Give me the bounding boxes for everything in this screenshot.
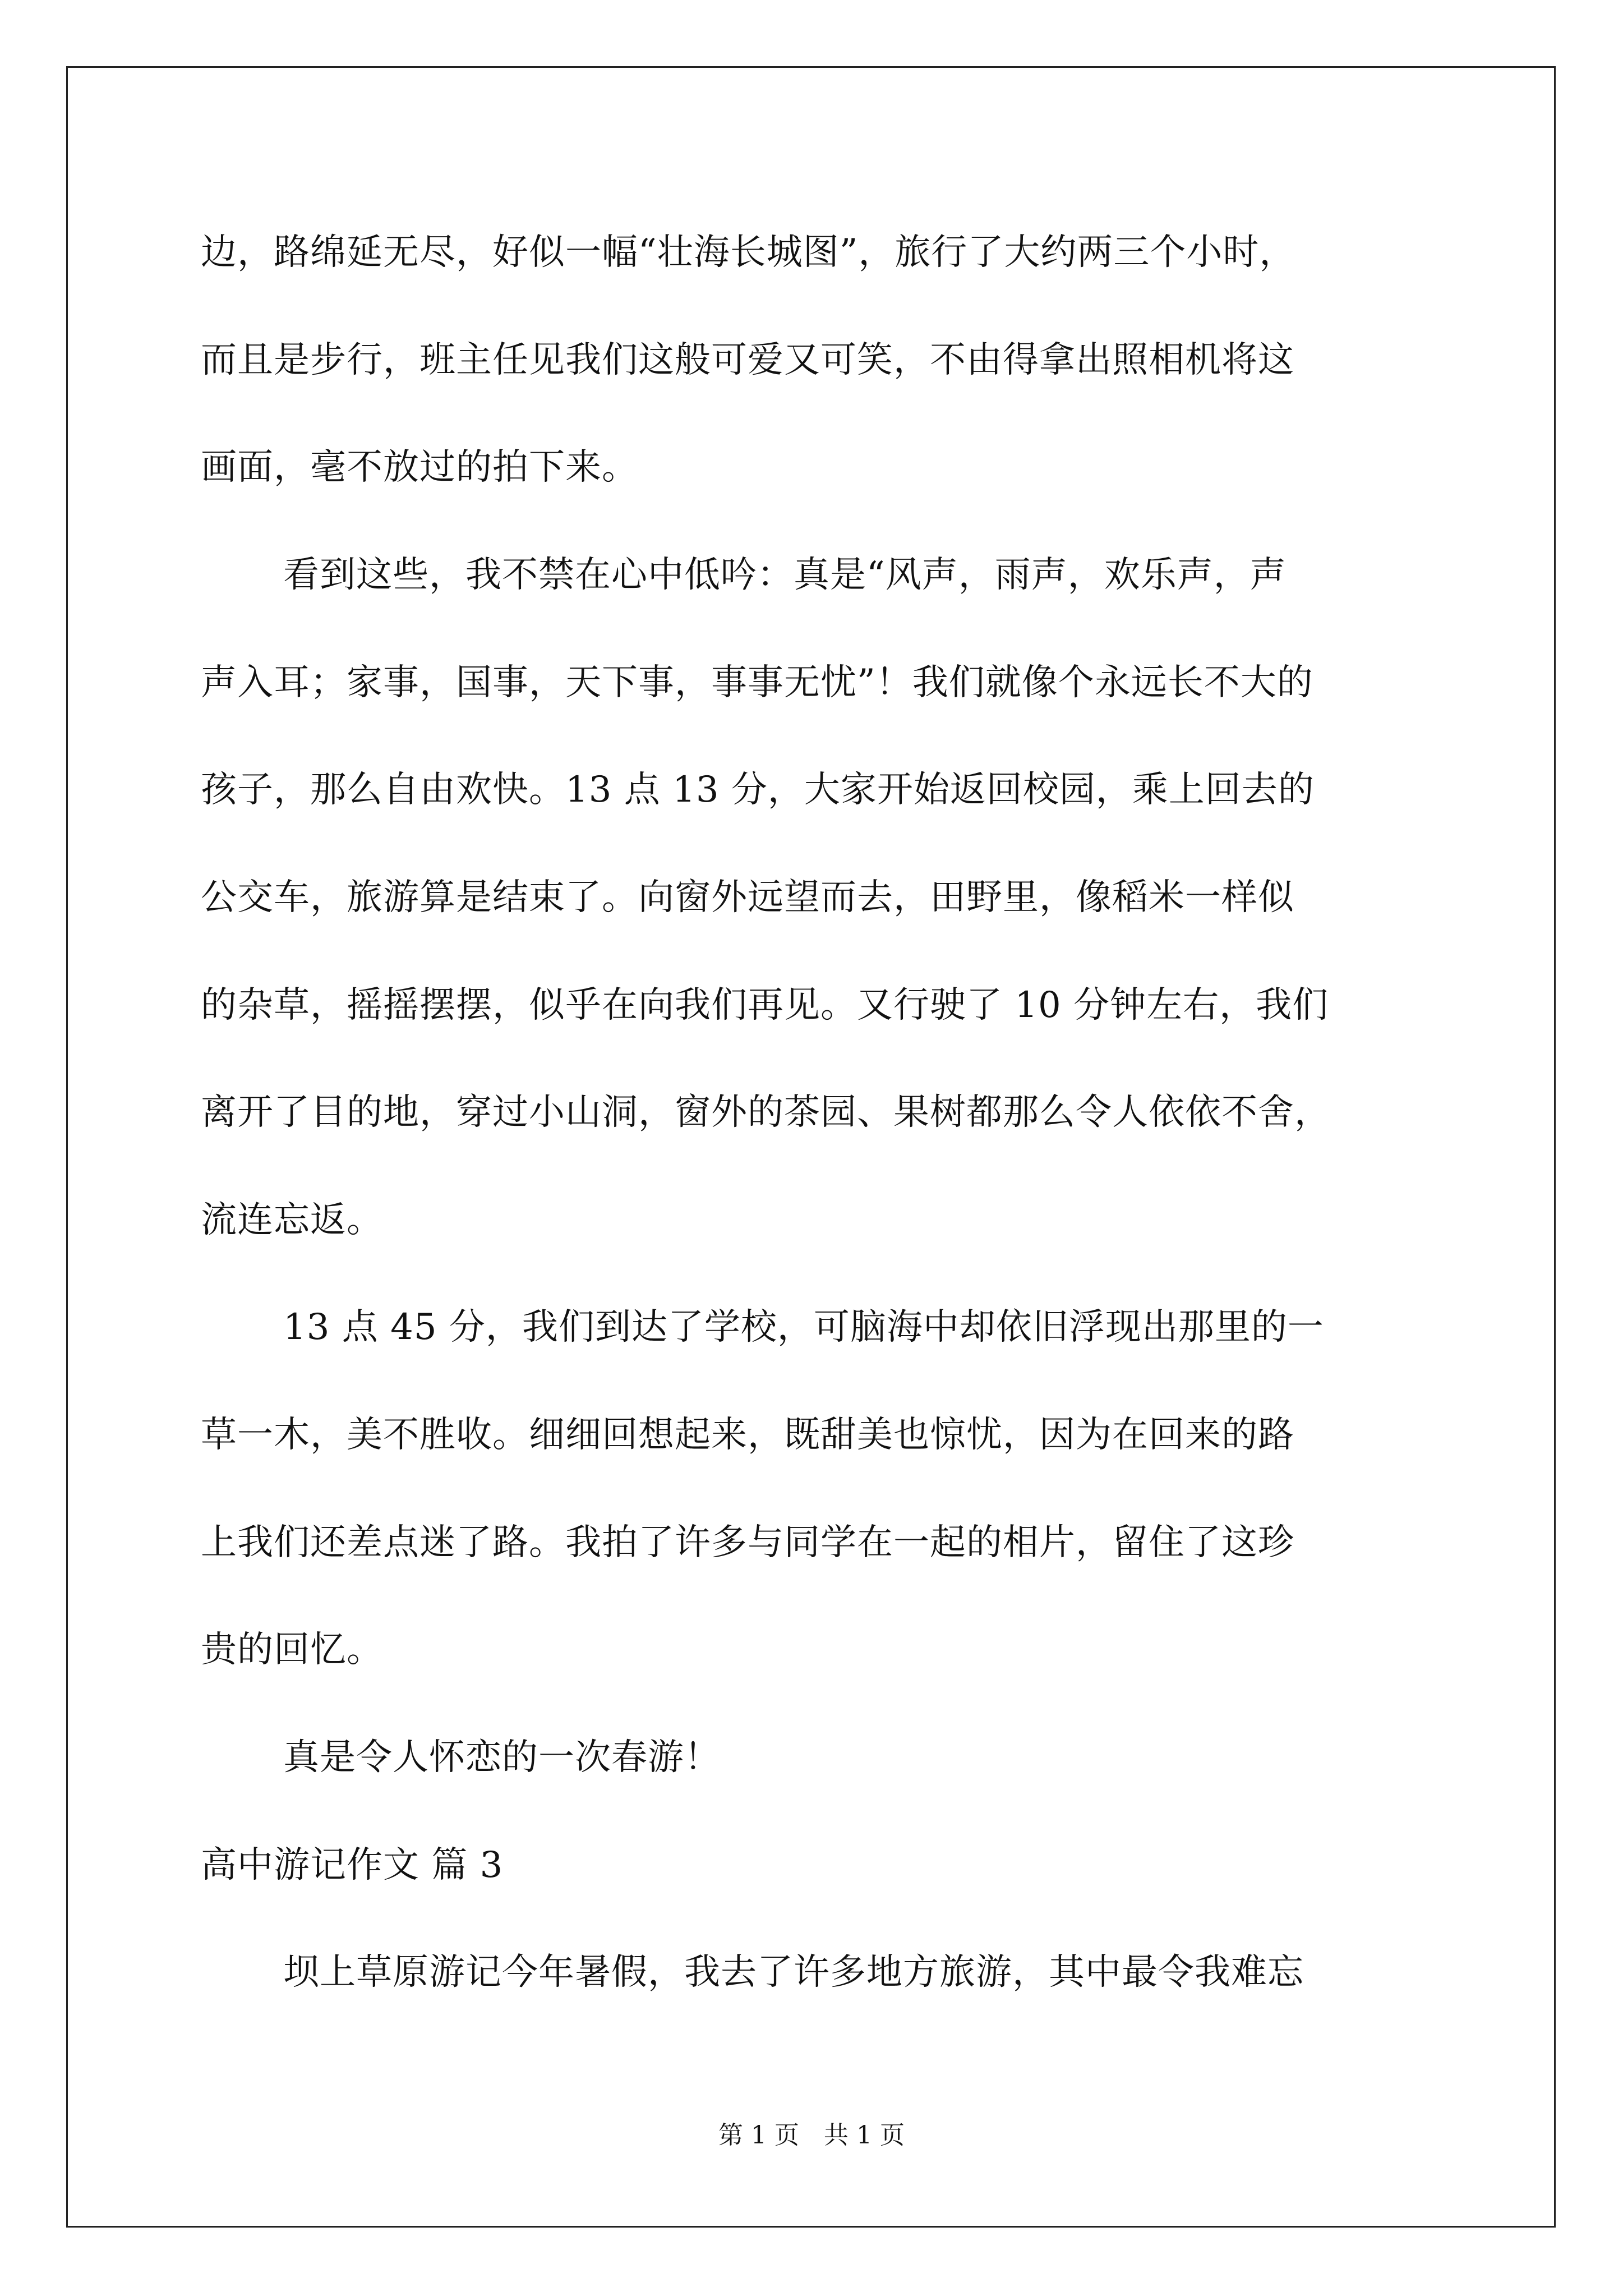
text-line: 贵的回忆。	[201, 1629, 383, 1671]
text-line: 公交车，旅游算是结束了。向窗外远望而去，田野里，像稻米一样似	[201, 877, 1294, 918]
text-line: 13 点 45 分，我们到达了学校，可脑海中却依旧浮现出那里的一	[283, 1306, 1324, 1348]
text-line: 坝上草原游记今年暑假，我去了许多地方旅游，其中最令我难忘	[283, 1952, 1304, 1993]
text-line: 草一木，美不胜收。细细回想起来，既甜美也惊忧，因为在回来的路	[201, 1414, 1294, 1456]
text-line: 上我们还差点迷了路。我拍了许多与同学在一起的相片，留住了这珍	[201, 1522, 1294, 1563]
text-line: 看到这些，我不禁在心中低吟：真是“风声，雨声，欢乐声，声	[283, 554, 1287, 596]
text-line: 流连忘返。	[201, 1199, 383, 1241]
text-line: 而且是步行，班主任见我们这般可爱又可笑，不由得拿出照相机将这	[201, 339, 1294, 381]
text-line: 声入耳；家事，国事，天下事，事事无忧”！我们就像个永远长不大的	[201, 662, 1313, 703]
page-number-footer: 第 1 页 共 1 页	[718, 2121, 905, 2150]
text-line: 离开了目的地，穿过小山洞，窗外的茶园、果树都那么令人依依不舍，	[201, 1092, 1331, 1133]
text-line: 真是令人怀恋的一次春游！	[283, 1737, 721, 1778]
text-line: 的杂草，摇摇摆摆，似乎在向我们再见。又行驶了 10 分钟左右，我们	[201, 984, 1329, 1026]
page-border	[66, 66, 1556, 2228]
text-line: 画面，毫不放过的拍下来。	[201, 447, 638, 488]
text-line: 孩子，那么自由欢快。13 点 13 分，大家开始返回校园，乘上回去的	[201, 769, 1315, 811]
text-line: 边，路绵延无尽，好似一幅“壮海长城图”，旅行了大约两三个小时，	[201, 232, 1296, 273]
section-heading: 高中游记作文 篇 3	[201, 1844, 504, 1886]
